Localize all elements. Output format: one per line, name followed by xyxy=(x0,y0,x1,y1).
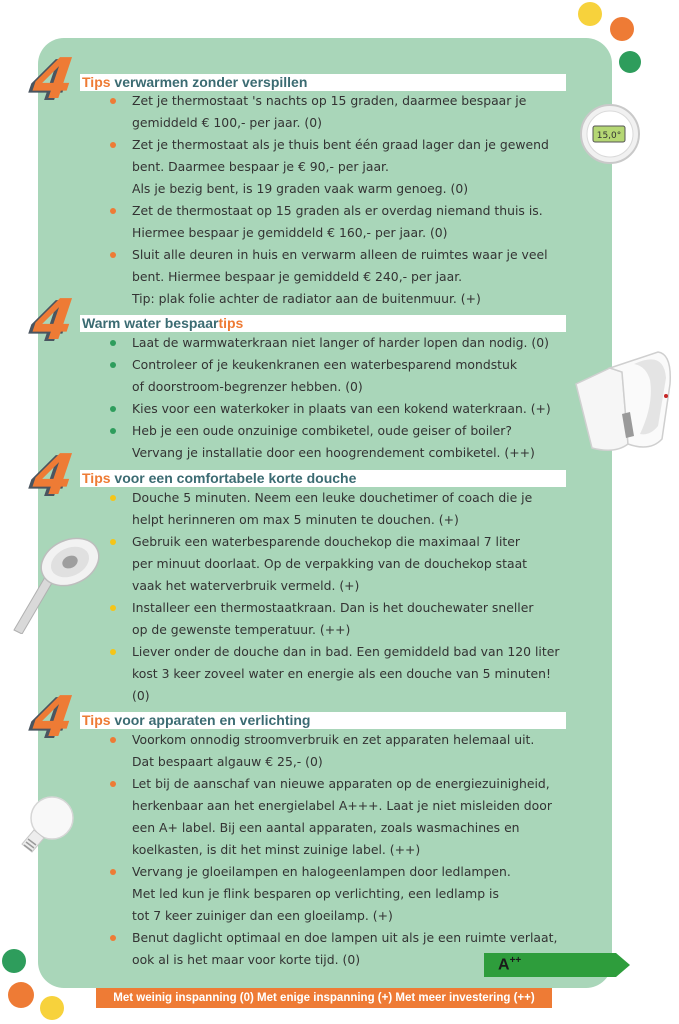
energy-label-badge xyxy=(484,953,630,977)
title-text: voor apparaten en verlichting xyxy=(110,712,311,728)
decor-dot-green-bottom xyxy=(2,949,26,973)
bullet-icon xyxy=(110,781,116,787)
list-item: Controleer of je keukenkranen een waterbesparend mondstuk of doorstroom-begrenzer hebben. (0) xyxy=(132,354,592,398)
led-bulb-icon xyxy=(18,796,76,856)
list-item: Let bij de aanschaf van nieuwe apparaten op de energiezuinigheid, herkenbaar aan het energielabel A+++. Laat je niet misleiden door een A+ label. Bij een aantal apparaten, zoals wasmachines en koelkasten, is dit het minst zuinige label. (++) xyxy=(132,773,592,861)
bullet-icon xyxy=(110,142,116,148)
title-highlight: Tips xyxy=(82,712,111,728)
section-number: 4 xyxy=(29,47,78,112)
section-number: 4 xyxy=(29,685,78,750)
title-highlight: Tips xyxy=(82,470,111,486)
decor-dot-yellow-bottom xyxy=(40,996,64,1020)
shower-head-icon xyxy=(8,530,102,634)
list-item: Kies voor een waterkoker in plaats van een kokend waterkraan. (+) xyxy=(132,398,592,420)
section-title xyxy=(80,74,566,91)
bullet-icon xyxy=(110,495,116,501)
decor-dot-orange-top xyxy=(610,17,634,41)
section-title xyxy=(80,470,566,487)
list-item: Zet je thermostaat 's nachts op 15 graden, daarmee bespaar je gemiddeld € 100,- per jaar. (0) xyxy=(132,90,592,134)
decor-dot-orange-bottom xyxy=(8,982,34,1008)
thermostat-display: 15,0° xyxy=(596,131,622,141)
section-number: 4 xyxy=(29,288,78,353)
effort-legend: Met weinig inspanning (0) Met enige inspanning (+) Met meer investering (++) xyxy=(96,988,552,1008)
list-item: Liever onder de douche dan in bad. Een gemiddeld bad van 120 liter kost 3 keer zoveel water en energie als een douche van 5 minuten! (0) xyxy=(132,641,592,707)
energy-label-text: A++ xyxy=(498,955,522,974)
bullet-icon xyxy=(110,252,116,258)
list-item: Douche 5 minuten. Neem een leuke douchetimer of coach die je helpt herinneren om max 5 minuten te douchen. (+) xyxy=(132,487,592,531)
list-item: Vervang je gloeilampen en halogeenlampen door ledlampen. Met led kun je flink besparen op verlichting, een ledlamp is tot 7 keer zuiniger dan een gloeilamp. (+) xyxy=(132,861,592,927)
bullet-icon xyxy=(110,539,116,545)
list-item: Laat de warmwaterkraan niet langer of harder lopen dan nodig. (0) xyxy=(132,332,592,354)
list-item: Voorkom onnodig stroomverbruik en zet apparaten helemaal uit. Dat bespaart algauw € 25,- (0) xyxy=(132,729,592,773)
section-title xyxy=(80,712,566,729)
section-number: 4 xyxy=(29,443,78,508)
title-text: voor een comfortabele korte douche xyxy=(110,470,357,486)
decor-dot-yellow-top xyxy=(578,2,602,26)
title-text: Warm water bespaar xyxy=(82,315,219,331)
bullet-icon xyxy=(110,98,116,104)
bullet-icon xyxy=(110,406,116,412)
list-item: Zet de thermostaat op 15 graden als er overdag niemand thuis is. Hiermee bespaar je gemiddeld € 160,- per jaar. (0) xyxy=(132,200,592,244)
title-text: verwarmen zonder verspillen xyxy=(110,74,308,90)
list-item: Sluit alle deuren in huis en verwarm alleen de ruimtes waar je veel bent. Hiermee bespaar je gemiddeld € 240,- per jaar. Tip: plak folie achter de radiator aan de buitenmuur. (+) xyxy=(132,244,592,310)
bullet-icon xyxy=(110,869,116,875)
decor-dot-green-top xyxy=(619,51,641,73)
bullet-icon xyxy=(110,428,116,434)
bullet-icon xyxy=(110,935,116,941)
bullet-icon xyxy=(110,649,116,655)
bullet-icon xyxy=(110,362,116,368)
list-item: Zet je thermostaat als je thuis bent één graad lager dan je gewend bent. Daarmee bespaar je € 90,- per jaar. Als je bezig bent, is 19 graden vaak warm genoeg. (0) xyxy=(132,134,592,200)
bullet-icon xyxy=(110,737,116,743)
list-item: Installeer een thermostaatkraan. Dan is het douchewater sneller op de gewenste temperatuur. (++) xyxy=(132,597,592,641)
list-item: Gebruik een waterbesparende douchekop die maximaal 7 liter per minuut doorlaat. Op de verpakking van de douchekop staat vaak het waterverbruik vermeld. (+) xyxy=(132,531,592,597)
title-highlight: tips xyxy=(218,315,244,331)
bullet-icon xyxy=(110,340,116,346)
list-item: Heb je een oude onzuinige combiketel, oude geiser of boiler? Vervang je installatie door een hoogrendement combiketel. (++) xyxy=(132,420,592,464)
section-title xyxy=(80,315,566,332)
title-highlight: Tips xyxy=(82,74,111,90)
bullet-icon xyxy=(110,208,116,214)
list-item: Benut daglicht optimaal en doe lampen uit als je een ruimte verlaat, ook al is het maar voor korte tijd. (0) xyxy=(132,927,592,971)
bullet-icon xyxy=(110,605,116,611)
